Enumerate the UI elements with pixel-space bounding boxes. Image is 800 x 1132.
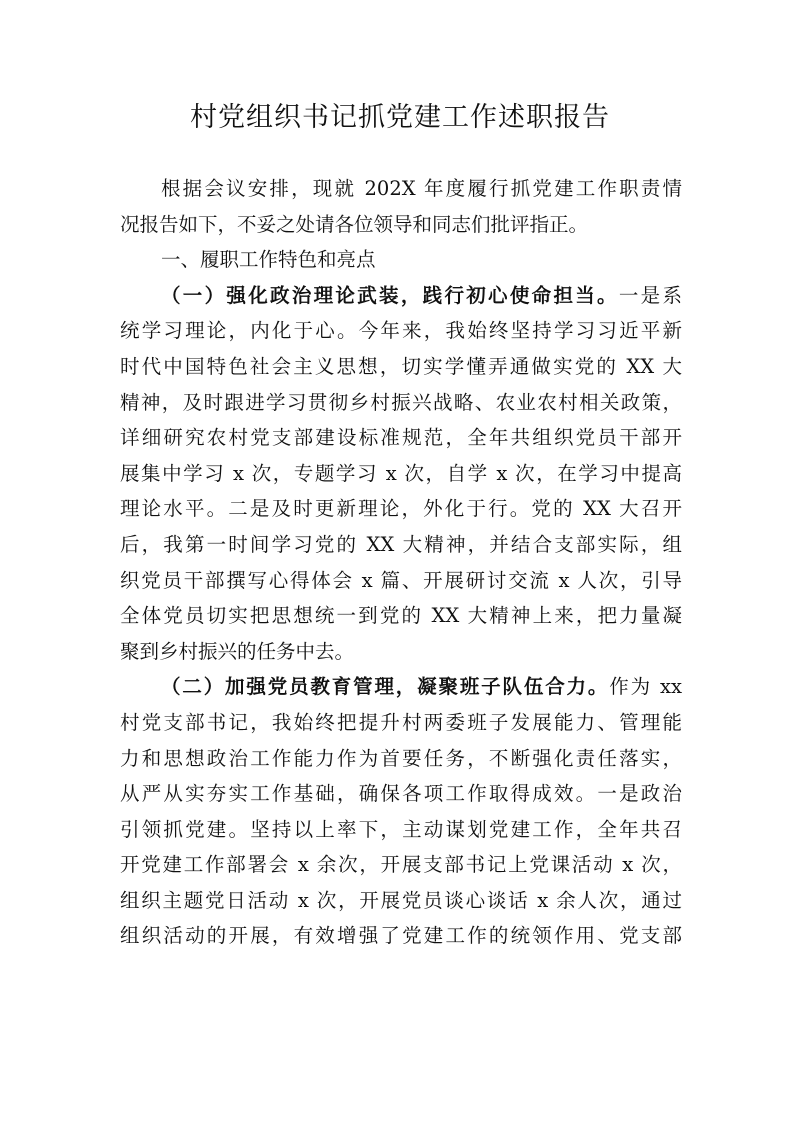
intro-line: 况报告如下，不妥之处请各位领导和同志们批评指正。 (120, 212, 589, 236)
paragraph-line: 全体党员切实把思想统一到党的 XX 大精神上来，把力量凝 (120, 604, 682, 628)
section-heading: 一、履职工作特色和亮点 (161, 248, 376, 272)
paragraph-line: 后，我第一时间学习党的 XX 大精神，并结合支部实际，组 (120, 532, 682, 556)
para2-first-line (120, 669, 682, 705)
paragraph-line: 从严从实夯实工作基础，确保各项工作取得成效。一是政治 (120, 782, 682, 806)
paragraph-line: 时代中国特色社会主义思想，切实学懂弄通做实党的 XX 大 (120, 354, 682, 378)
para1-first-line-rest: 一是系 (618, 283, 682, 307)
para2-first-line-rest: 作为 xx (609, 675, 682, 699)
paragraph-line: 展集中学习 x 次，专题学习 x 次，自学 x 次，在学习中提高 (120, 461, 682, 485)
page-title: 村党组织书记抓党建工作述职报告 (190, 102, 610, 133)
paragraph-line: 开党建工作部署会 x 余次，开展支部书记上党课活动 x 次， (120, 853, 682, 877)
paragraph-line: 力和思想政治工作能力作为首要任务，不断强化责任落实， (120, 746, 682, 770)
paragraph-line: 理论水平。二是及时更新理论，外化于行。党的 XX 大召开 (120, 497, 682, 521)
paragraph-line: 组织活动的开展，有效增强了党建工作的统领作用、党支部 (120, 924, 682, 948)
paragraph-line: 引领抓党建。坚持以上率下，主动谋划党建工作，全年共召 (120, 817, 682, 841)
document-body (120, 171, 682, 954)
paragraph-line: 详细研究农村党支部建设标准规范，全年共组织党员干部开 (120, 426, 682, 450)
paragraph-line: 聚到乡村振兴的任务中去。 (120, 639, 355, 663)
paragraph-line: 精神，及时跟进学习贯彻乡村振兴战略、农业农村相关政策， (120, 390, 682, 414)
intro-line: 根据会议安排，现就 202X 年度履行抓党建工作职责情 (161, 177, 682, 200)
para1-bold-lead: （一）强化政治理论武装，践行初心使命担当。 (161, 283, 619, 307)
paragraph-line: 统学习理论，内化于心。今年来，我始终坚持学习习近平新 (120, 319, 682, 343)
para2-bold-lead: （二）加强党员教育管理，凝聚班子队伍合力。 (161, 675, 610, 699)
paragraph-line: 村党支部书记，我始终把提升村两委班子发展能力、管理能 (120, 710, 682, 734)
paragraph-line: 织党员干部撰写心得体会 x 篇、开展研讨交流 x 人次，引导 (120, 568, 682, 592)
para1-first-line (120, 278, 682, 314)
paragraph-line: 组织主题党日活动 x 次，开展党员谈心谈话 x 余人次，通过 (120, 888, 682, 912)
